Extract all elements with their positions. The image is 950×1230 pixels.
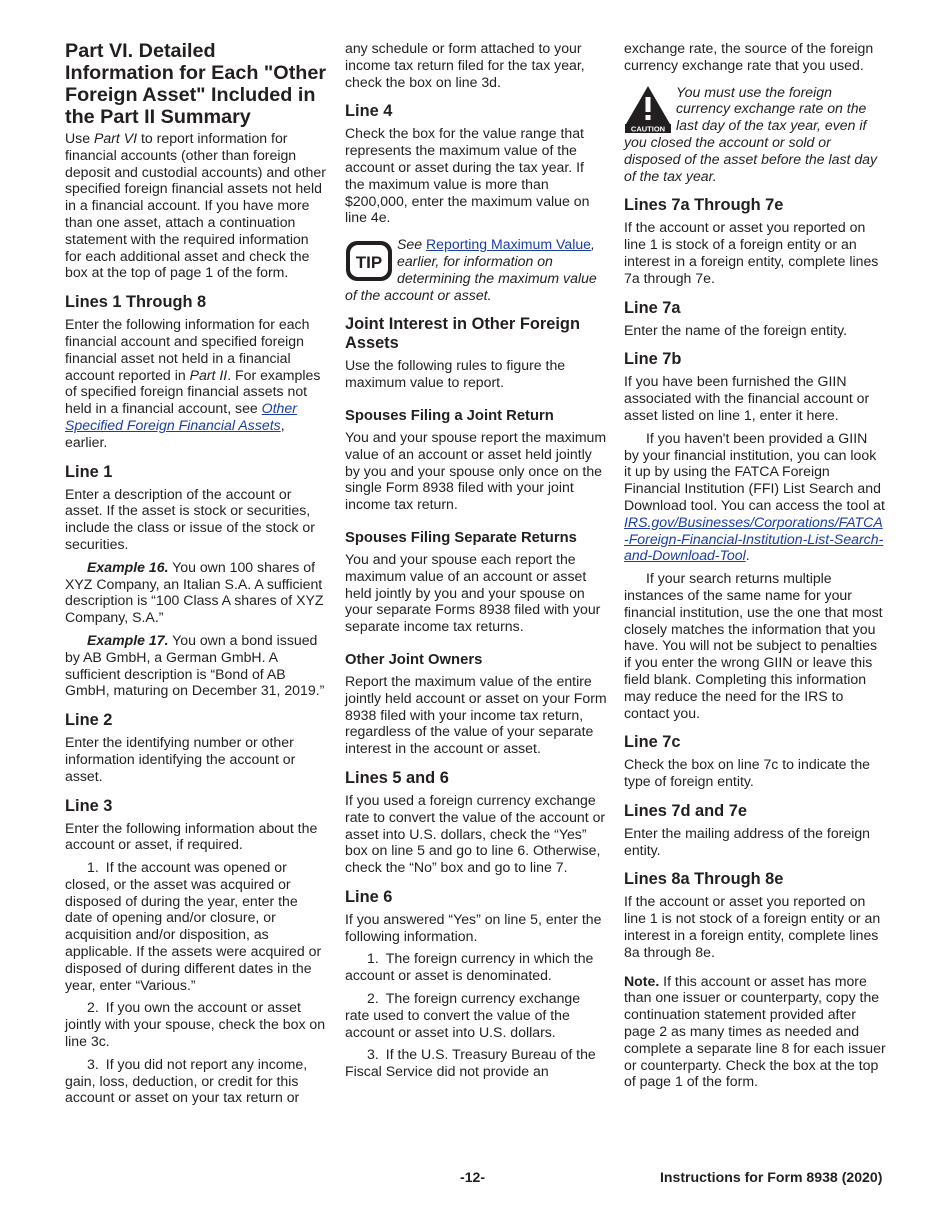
column-3: [624, 40, 886, 1090]
example-17: Example 17. You own a bond issued by AB GmbH, a German GmbH. A sufficient description is “Bond of AB GmbH, maturing on December 31, 2019.”: [65, 631, 325, 699]
heading-line-7c: Line 7c: [624, 733, 681, 752]
reporting-max-value-link[interactable]: Reporting Maximum Value: [426, 236, 592, 253]
column-2: [345, 40, 607, 1080]
lines-7d-7e-text: Enter the mailing address of the foreign entity.: [624, 824, 871, 858]
ffi-list-link[interactable]: IRS.gov/Businesses/Corporations/FATCA-Foreign-Financial-Institution-List-Search-and-Download-Tool: [624, 513, 884, 564]
lines-7a-7e-text: If the account or asset you reported on line 1 is stock of a foreign entity or an interest in a foreign entity, complete lines 7a through 7e.: [624, 219, 879, 286]
heading-lines-8a-8e: Lines 8a Through 8e: [624, 870, 784, 889]
heading-line-2: Line 2: [65, 711, 113, 730]
lines-1-8-text: Enter the following information for each financial account and specified foreign financial asset not held in a financial account reported in Part II. For examples of specified foreign financial assets not held in a financial account, see Other Specified Foreign Financial Assets, earlier.: [65, 316, 321, 450]
column-1: [65, 40, 327, 1106]
line-3-item-2: 2. If you own the account or asset jointly with your spouse, check the box on line 3c.: [65, 999, 326, 1050]
caution-note: [624, 84, 886, 185]
heading-line-3: Line 3: [65, 796, 113, 815]
caution-text: You must use the foreign currency exchange rate on the last day of the tax year, even if you closed the account or sold or disposed of the asset before the last day of the tax year.: [624, 83, 878, 184]
heading-line-7a: Line 7a: [624, 298, 681, 317]
lines-5-6-text: If you used a foreign currency exchange rate to convert the value of the account or asset into U.S. dollars, check the “Yes” box on line 5 and go to line 6. Otherwise, check the “No” box and go to line 7.: [345, 791, 606, 876]
joint-interest-text: Use the following rules to figure the maximum value to report.: [345, 357, 566, 391]
svg-text:TIP: TIP: [355, 253, 383, 273]
footer-title: Instructions for Form 8938 (2020): [660, 1169, 883, 1185]
line-1-text: Enter a description of the account or asset. If the asset is stock or securities, include the class or issue of the stock or securities.: [65, 485, 315, 552]
line-3-text: Enter the following information about the account or asset, if required.: [65, 819, 318, 853]
line-6-text: If you answered “Yes” on line 5, enter the following information.: [345, 910, 602, 944]
line-6-item-1: 1. The foreign currency in which the account or asset is denominated.: [345, 950, 594, 984]
other-assets-link[interactable]: Other Specified Foreign Financial Assets: [65, 400, 297, 433]
tip-icon: [345, 236, 393, 286]
line-6-item-3: 3. If the U.S. Treasury Bureau of the Fiscal Service did not provide an: [345, 1046, 596, 1080]
note-paragraph: Note. If this account or asset has more than one issuer or counterparty, copy the continuation statement provided after page 2 as many times as needed and complete a separate line 8 for each issuer or counterparty. Check the box at the top of page 1 of the form.: [624, 972, 886, 1090]
line-6-continued: exchange rate, the source of the foreign currency exchange rate that you used.: [624, 40, 874, 73]
heading-lines-7a-7e: Lines 7a Through 7e: [624, 196, 784, 215]
heading-lines-1-8: Lines 1 Through 8: [65, 293, 207, 312]
heading-other-owners: Other Joint Owners: [345, 651, 483, 668]
heading-lines-5-6: Lines 5 and 6: [345, 768, 449, 787]
heading-spouses-separate: Spouses Filing Separate Returns: [345, 529, 577, 546]
other-owners-text: Report the maximum value of the entire jointly held account or asset on your Form 8938 filed with your income tax return, regardless of the value of your separate interest in the account or asset.: [345, 672, 607, 757]
line-4-text: Check the box for the value range that represents the maximum value of the account or asset during the tax year. If the maximum value is more than $200,000, enter the maximum value on line 4e.: [345, 125, 590, 226]
line-7a-text: Enter the name of the foreign entity.: [624, 321, 848, 338]
line-3-item-3: 3. If you did not report any income, gain, loss, deduction, or credit for this account or asset on your tax return or: [65, 1055, 308, 1106]
caution-icon: [624, 84, 672, 134]
part-vi-title: Part VI. Detailed Information for Each "Other Foreign Asset" Included in the Part II Summary: [65, 40, 327, 128]
heading-line-7b: Line 7b: [624, 350, 682, 369]
line-6-item-2: 2. The foreign currency exchange rate used to convert the value of the account or asset into U.S. dollars.: [345, 990, 581, 1040]
part-vi-intro: Use Part VI to report information for financial accounts (other than foreign deposit and custodial accounts) and other specified foreign financial assets not held in a financial account. If you have more than one asset, attach a continuation statement with the required information for each additional asset and check the box at the top of page 1 of the form.: [65, 130, 326, 281]
page-number: -12-: [460, 1169, 486, 1185]
line-7b-text-3: If your search returns multiple instances of the same name for your financial institution, use the one that most closely matches the information that you have. You will not be subject to penalties if you enter the wrong GIIN or leave this field blank. Completing this information may reduce the need for the IRS to contact you.: [624, 570, 883, 721]
lines-8a-8e-text: If the account or asset you reported on line 1 is not stock of a foreign entity or an interest in a foreign entity, complete lines 8a through 8e.: [624, 893, 881, 960]
spouses-joint-text: You and your spouse report the maximum value of an account or asset held jointly by you and your spouse only once on the single Form 8938 filed with your joint income tax return.: [345, 428, 607, 513]
heading-line-6: Line 6: [345, 887, 393, 906]
spouses-separate-text: You and your spouse each report the maximum value of an account or asset held jointly by you and your spouse on your separate Forms 8938 filed with your separate income tax returns.: [345, 550, 601, 635]
line-7b-text-2: If you haven't been provided a GIIN by your financial institution, you can look it up by using the FATCA Foreign Financial Institution (FFI) List Search and Download tool. You can access the tool at IRS.gov/Businesses/Corporations/FATCA-Foreign-Financial-Institution-List-Search-and-Download-Tool.: [624, 429, 885, 564]
heading-line-1: Line 1: [65, 462, 113, 481]
heading-line-4: Line 4: [345, 102, 393, 121]
line-7b-text-1: If you have been furnished the GIIN associated with the financial account or asset listed on line 1, enter it here.: [624, 373, 870, 423]
line-3-item-1: 1. If the account was opened or closed, or the asset was acquired or disposed of during the year, enter the date of opening and/or closure, or acquisition and/or disposition, as applicable. If the assets were acquired or disposed of during different dates in the year, enter “Various.”: [65, 859, 322, 993]
line-2-text: Enter the identifying number or other information identifying the account or asset.: [65, 734, 296, 784]
heading-lines-7d-7e: Lines 7d and 7e: [624, 801, 747, 820]
tip-note: TIP See Reporting Maximum Value, earlier, for information on determining the maximum value of the account or asset.: [345, 236, 597, 303]
example-16: Example 16. You own 100 shares of XYZ Company, an Italian S.A. A sufficient description is “100 Class A shares of XYZ Company, S.A.”: [65, 558, 324, 626]
line-7c-text: Check the box on line 7c to indicate the type of foreign entity.: [624, 756, 871, 790]
heading-spouses-joint: Spouses Filing a Joint Return: [345, 407, 554, 424]
svg-text:CAUTION: CAUTION: [630, 124, 666, 134]
line-3-continued: any schedule or form attached to your income tax return filed for the tax year, check the box on line 3d.: [345, 40, 585, 90]
heading-joint-interest: Joint Interest in Other Foreign Assets: [345, 315, 580, 353]
